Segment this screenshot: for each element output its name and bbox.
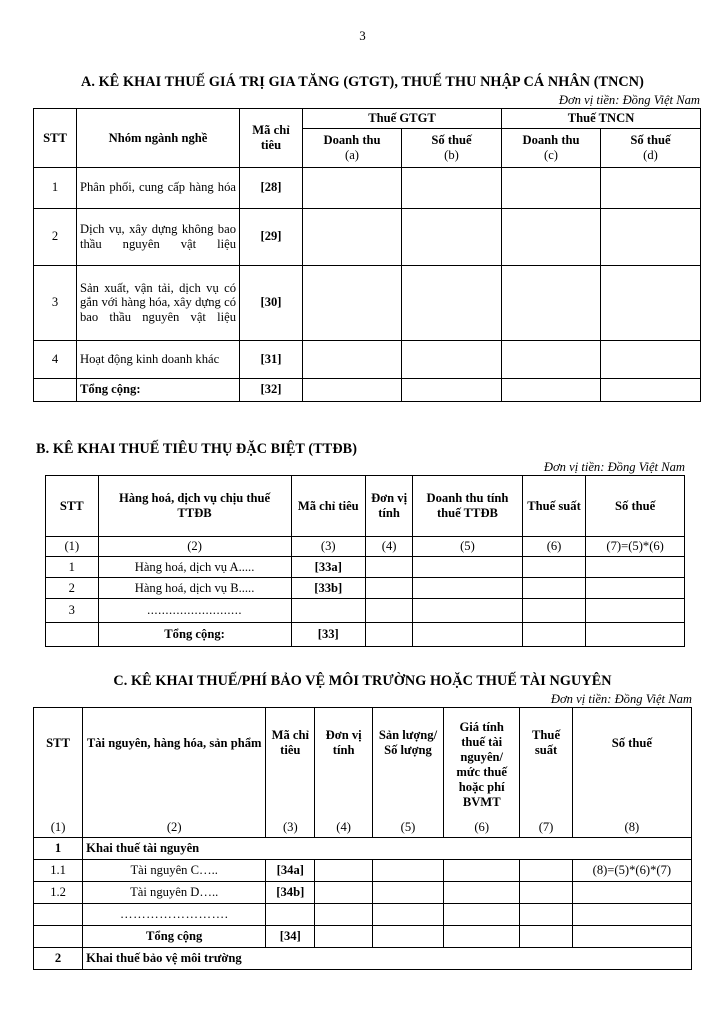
cell-rate[interactable] bbox=[522, 599, 586, 623]
numbering-6: (6) bbox=[474, 820, 490, 834]
cell-quantity[interactable] bbox=[372, 859, 443, 881]
table-gtgt-tncn bbox=[33, 108, 701, 402]
header-rate: Thuế suất bbox=[522, 476, 586, 537]
cell-rate[interactable] bbox=[520, 903, 572, 925]
cell-stt: 1 bbox=[34, 167, 77, 208]
header-tncn-revenue-label: Doanh thu bbox=[522, 133, 580, 147]
table-group-row bbox=[34, 947, 692, 969]
header-taxable-price bbox=[444, 708, 520, 838]
section-a bbox=[0, 74, 725, 402]
cell-code: [30] bbox=[240, 265, 303, 340]
cell-tax-amount[interactable] bbox=[572, 925, 691, 947]
cell-gtgt-tax[interactable] bbox=[402, 265, 502, 340]
section-b bbox=[0, 441, 725, 647]
numbering-3: (3) bbox=[282, 820, 298, 834]
header-code bbox=[266, 708, 315, 838]
section-a-currency-note: Đơn vị tiền: Đồng Việt Nam bbox=[558, 93, 700, 107]
cell-code: [34a] bbox=[266, 859, 315, 881]
cell-stt: 3 bbox=[46, 599, 99, 623]
cell-rate[interactable] bbox=[520, 881, 572, 903]
cell-tncn-revenue[interactable] bbox=[502, 208, 601, 265]
page-number: 3 bbox=[359, 28, 366, 43]
cell-code: [34b] bbox=[266, 881, 315, 903]
cell-rate[interactable] bbox=[522, 557, 586, 578]
section-c-currency-note: Đơn vị tiền: Đồng Việt Nam bbox=[550, 692, 692, 706]
numbering-8: (8) bbox=[624, 820, 640, 834]
table-total-row bbox=[46, 623, 685, 647]
cell-code: [29] bbox=[240, 208, 303, 265]
table-row bbox=[34, 881, 692, 903]
header-resource bbox=[83, 708, 266, 838]
table-row bbox=[34, 903, 692, 925]
cell-code: [33] bbox=[291, 623, 366, 647]
header-gtgt: Thuế GTGT bbox=[303, 109, 502, 129]
header-rate-label: Thuế suất bbox=[532, 728, 561, 757]
numbering-5: (5) bbox=[413, 537, 523, 557]
cell-tncn-tax[interactable] bbox=[601, 208, 701, 265]
header-gtgt-tax bbox=[402, 128, 502, 167]
cell-gtgt-revenue[interactable] bbox=[303, 378, 402, 401]
cell-gtgt-revenue[interactable] bbox=[303, 265, 402, 340]
header-col-c: (c) bbox=[544, 147, 558, 162]
header-tax-amount bbox=[572, 708, 691, 838]
header-stt: STT bbox=[34, 109, 77, 168]
numbering-7: (7) bbox=[538, 820, 554, 834]
header-col-b: (b) bbox=[444, 147, 459, 162]
cell-tncn-revenue[interactable] bbox=[502, 340, 601, 378]
header-stt bbox=[34, 708, 83, 838]
header-tax-amount-label: Số thuế bbox=[611, 735, 652, 750]
numbering-2: (2) bbox=[166, 820, 182, 834]
cell-code: [31] bbox=[240, 340, 303, 378]
cell-unit[interactable] bbox=[315, 859, 373, 881]
cell-stt: 1 bbox=[34, 837, 83, 859]
cell-unit[interactable] bbox=[315, 925, 373, 947]
numbering-1: (1) bbox=[50, 820, 66, 834]
header-group: Nhóm ngành nghề bbox=[77, 109, 240, 168]
numbering-4: (4) bbox=[336, 820, 351, 834]
header-code: Mã chỉ tiêu bbox=[291, 476, 366, 537]
table-a-header-row-1 bbox=[34, 109, 701, 129]
cell-unit[interactable] bbox=[366, 557, 413, 578]
numbering-3: (3) bbox=[291, 537, 366, 557]
table-b-numbering-row bbox=[46, 537, 685, 557]
table-row bbox=[46, 557, 685, 578]
cell-resource: Khai thuế tài nguyên bbox=[83, 837, 692, 859]
cell-taxable-price[interactable] bbox=[444, 903, 520, 925]
header-tncn: Thuế TNCN bbox=[502, 109, 701, 129]
table-total-row bbox=[34, 925, 692, 947]
table-total-row bbox=[34, 378, 701, 401]
header-stt-label: STT bbox=[46, 735, 70, 750]
cell-tax-amount[interactable] bbox=[572, 881, 691, 903]
numbering-5: (5) bbox=[400, 820, 416, 834]
table-group-row bbox=[34, 837, 692, 859]
cell-tax-amount[interactable] bbox=[572, 903, 691, 925]
table-ttdb bbox=[45, 475, 685, 647]
cell-stt: 4 bbox=[34, 340, 77, 378]
header-quantity-label: Sản lượng/ Số lượng bbox=[378, 728, 438, 757]
header-gtgt-revenue-label: Doanh thu bbox=[323, 133, 381, 147]
cell-taxable-revenue[interactable] bbox=[413, 557, 523, 578]
cell-stt: 1.1 bbox=[34, 859, 83, 881]
cell-taxable-revenue[interactable] bbox=[413, 623, 523, 647]
cell-goods: Hàng hoá, dịch vụ B..... bbox=[98, 578, 291, 599]
cell-quantity[interactable] bbox=[372, 881, 443, 903]
cell-code: [34] bbox=[266, 925, 315, 947]
header-taxable-price-label: Giá tính thuế tài nguyên/ mức thuế hoặc phí BVMT bbox=[456, 720, 507, 809]
header-tax-amount: Số thuế bbox=[586, 476, 685, 537]
numbering-2: (2) bbox=[98, 537, 291, 557]
header-resource-label: Tài nguyên, hàng hóa, sản phẩm bbox=[86, 735, 262, 750]
cell-total-label: Tổng cộng: bbox=[98, 623, 291, 647]
cell-stt: 1.2 bbox=[34, 881, 83, 903]
cell-code: [32] bbox=[240, 378, 303, 401]
cell-taxable-price[interactable] bbox=[444, 859, 520, 881]
cell-rate[interactable] bbox=[522, 623, 586, 647]
table-c-header-row bbox=[34, 708, 692, 838]
numbering-6: (6) bbox=[522, 537, 586, 557]
header-taxable-revenue: Doanh thu tính thuế TTĐB bbox=[413, 476, 523, 537]
cell-group: Sản xuất, vận tải, dịch vụ có gắn với hàng hóa, xây dựng có bao thầu nguyên vật liệu bbox=[77, 265, 240, 340]
cell-tax-amount[interactable] bbox=[586, 578, 685, 599]
cell-taxable-revenue[interactable] bbox=[413, 578, 523, 599]
header-stt: STT bbox=[46, 476, 99, 537]
cell-tncn-revenue[interactable] bbox=[502, 167, 601, 208]
cell-gtgt-revenue[interactable] bbox=[303, 167, 402, 208]
cell-code bbox=[291, 599, 366, 623]
cell-tax-amount[interactable] bbox=[586, 599, 685, 623]
cell-gtgt-tax[interactable] bbox=[402, 167, 502, 208]
cell-tax-amount[interactable] bbox=[586, 623, 685, 647]
cell-code: [33a] bbox=[291, 557, 366, 578]
cell-tncn-tax[interactable] bbox=[601, 265, 701, 340]
cell-group: Dịch vụ, xây dựng không bao thầu nguyên vật liệu bbox=[77, 208, 240, 265]
cell-total-label: Tổng cộng: bbox=[77, 378, 240, 401]
cell-code: [33b] bbox=[291, 578, 366, 599]
section-c-title: C. KÊ KHAI THUẾ/PHÍ BẢO VỆ MÔI TRƯỜNG HOẶC THUẾ TÀI NGUYÊN bbox=[113, 673, 612, 689]
cell-code: [28] bbox=[240, 167, 303, 208]
cell-stt: 1 bbox=[46, 557, 99, 578]
cell-gtgt-revenue[interactable] bbox=[303, 340, 402, 378]
cell-unit[interactable] bbox=[366, 599, 413, 623]
cell-tncn-revenue[interactable] bbox=[502, 265, 601, 340]
numbering-4: (4) bbox=[366, 537, 413, 557]
table-bvmt-tainguyen bbox=[33, 707, 692, 970]
cell-unit[interactable] bbox=[315, 903, 373, 925]
cell-resource: Khai thuế bảo vệ môi trường bbox=[83, 947, 692, 969]
header-gtgt-revenue bbox=[303, 128, 402, 167]
cell-stt: 2 bbox=[46, 578, 99, 599]
cell-taxable-revenue[interactable] bbox=[413, 599, 523, 623]
cell-resource: Tài nguyên C….. bbox=[83, 859, 266, 881]
cell-stt: 3 bbox=[34, 265, 77, 340]
header-unit: Đơn vị tính bbox=[366, 476, 413, 537]
section-b-currency-note: Đơn vị tiền: Đồng Việt Nam bbox=[543, 460, 685, 474]
header-unit bbox=[315, 708, 373, 838]
header-tncn-revenue bbox=[502, 128, 601, 167]
table-row bbox=[34, 167, 701, 208]
cell-code bbox=[266, 903, 315, 925]
cell-quantity[interactable] bbox=[372, 925, 443, 947]
header-unit-label: Đơn vị tính bbox=[325, 728, 362, 757]
header-gtgt-tax-label: Số thuế bbox=[431, 133, 472, 147]
table-row bbox=[34, 859, 692, 881]
cell-unit[interactable] bbox=[366, 623, 413, 647]
section-c bbox=[0, 673, 725, 970]
cell-group: Hoạt động kinh doanh khác bbox=[77, 340, 240, 378]
cell-unit[interactable] bbox=[315, 881, 373, 903]
cell-taxable-price[interactable] bbox=[444, 881, 520, 903]
section-a-title: A. KÊ KHAI THUẾ GIÁ TRỊ GIA TĂNG (GTGT), THUẾ THU NHẬP CÁ NHÂN (TNCN) bbox=[81, 74, 644, 90]
table-row bbox=[34, 208, 701, 265]
table-row bbox=[34, 265, 701, 340]
numbering-7: (7)=(5)*(6) bbox=[586, 537, 685, 557]
cell-stt bbox=[46, 623, 99, 647]
cell-goods: Hàng hoá, dịch vụ A..... bbox=[98, 557, 291, 578]
cell-rate[interactable] bbox=[520, 859, 572, 881]
cell-stt: 2 bbox=[34, 947, 83, 969]
header-tncn-tax bbox=[601, 128, 701, 167]
header-quantity bbox=[372, 708, 443, 838]
cell-tncn-tax[interactable] bbox=[601, 167, 701, 208]
cell-gtgt-tax[interactable] bbox=[402, 378, 502, 401]
cell-tncn-tax[interactable] bbox=[601, 340, 701, 378]
cell-tncn-revenue[interactable] bbox=[502, 378, 601, 401]
cell-rate[interactable] bbox=[522, 578, 586, 599]
table-row bbox=[46, 599, 685, 623]
cell-group: Phân phối, cung cấp hàng hóa bbox=[77, 167, 240, 208]
cell-stt: 2 bbox=[34, 208, 77, 265]
header-goods: Hàng hoá, dịch vụ chịu thuế TTĐB bbox=[98, 476, 291, 537]
cell-unit[interactable] bbox=[366, 578, 413, 599]
cell-stt bbox=[34, 925, 83, 947]
cell-tax-amount: (8)=(5)*(6)*(7) bbox=[572, 859, 691, 881]
cell-quantity[interactable] bbox=[372, 903, 443, 925]
cell-taxable-price[interactable] bbox=[444, 925, 520, 947]
cell-stt bbox=[34, 378, 77, 401]
cell-goods: .......................... bbox=[98, 599, 291, 623]
header-rate bbox=[520, 708, 572, 838]
cell-resource: ……………………. bbox=[83, 903, 266, 925]
cell-total-label: Tổng cộng bbox=[83, 925, 266, 947]
table-row bbox=[34, 340, 701, 378]
table-row bbox=[46, 578, 685, 599]
header-code: Mã chỉ tiêu bbox=[240, 109, 303, 168]
cell-resource: Tài nguyên D….. bbox=[83, 881, 266, 903]
cell-tax-amount[interactable] bbox=[586, 557, 685, 578]
cell-tncn-tax[interactable] bbox=[601, 378, 701, 401]
header-code-label: Mã chỉ tiêu bbox=[271, 728, 310, 757]
header-col-a: (a) bbox=[345, 147, 359, 162]
cell-rate[interactable] bbox=[520, 925, 572, 947]
header-col-d: (d) bbox=[643, 147, 658, 162]
cell-gtgt-revenue[interactable] bbox=[303, 208, 402, 265]
cell-gtgt-tax[interactable] bbox=[402, 340, 502, 378]
cell-gtgt-tax[interactable] bbox=[402, 208, 502, 265]
table-b-header-row bbox=[46, 476, 685, 537]
numbering-1: (1) bbox=[46, 537, 99, 557]
header-tncn-tax-label: Số thuế bbox=[630, 133, 671, 147]
section-b-title: B. KÊ KHAI THUẾ TIÊU THỤ ĐẶC BIỆT (TTĐB) bbox=[36, 441, 358, 457]
cell-stt bbox=[34, 903, 83, 925]
